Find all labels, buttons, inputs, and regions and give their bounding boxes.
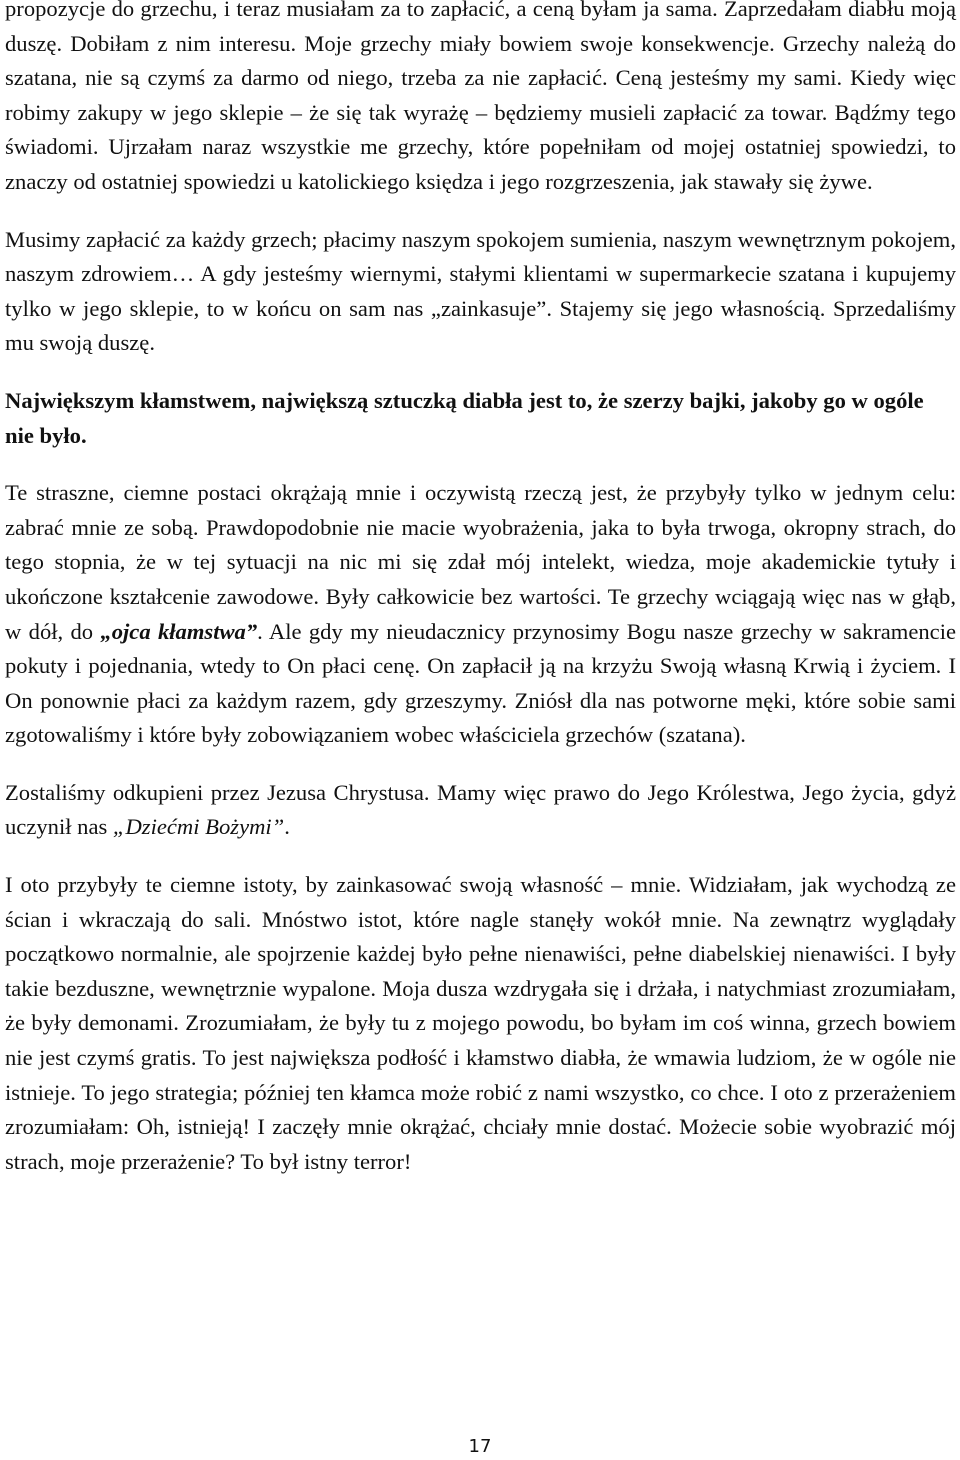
paragraph-3-text-b: . Ale gdy my nieudacznicy przynosimy Bogu nasze grzechy w sakramencie pokuty i pojednania, wtedy to On płaci cenę. On zapłacił ją na krzyżu Swoją własną Krwią i życiem. I On ponownie płaci za każdym razem, gdy grzeszymy. Zniósł dla nas potworne męki, które sobie sami zgotowaliśmy i które były zobowiązaniem wobec właściciela grzechów (szatana). — [5, 618, 957, 748]
emphasis-ojca-klamstwa: „ojca kłamstwa” — [100, 618, 258, 644]
paragraph-3 — [5, 476, 956, 753]
bold-statement: Największym kłamstwem, największą sztuczką diabła jest to, że szerzy bajki, jakoby go w ogóle nie było. — [5, 387, 924, 448]
paragraph-1: propozycje do grzechu, i teraz musiałam za to zapłacić, a ceną byłam ja sama. Zaprzedałam diabłu moją duszę. Dobiłam z nim interesu. Moje grzechy miały bowiem swoje konsekwencje. Grzechy należą do szatana, nie są czymś za darmo od niego, trzeba za nie zapłacić. Ceną jesteśmy my sami. Kiedy więc robimy zakupy w jego sklepie – że się tak wyrażę – będziemy musieli zapłacić za towar. Bądźmy tego świadomi. Ujrzałam naraz wszystkie me grzechy, które popełniłam od mojej ostatniej spowiedzi, to znaczy od ostatniej spowiedzi u katolickiego księdza i jego rozgrzeszenia, jak stawały się żywe. — [5, 0, 956, 194]
paragraph-4-text-b: . — [284, 814, 290, 840]
paragraph-5: I oto przybyły te ciemne istoty, by zainkasować swoją własność – mnie. Widziałam, jak wychodzą ze ścian i wkraczają do sali. Mnóstwo istot, które nagle stanęły wokół mnie. Na zewnątrz wyglądały początkowo normalnie, ale spojrzenie każdej było pełne nienawiści, pełne diabelskiej nienawiści. I były takie bezduszne, wewnętrznie wypalone. Moja dusza wzdrygała się i drżała, i natychmiast zrozumiałam, że były demonami. Zrozumiałam, że były tu z mojego powodu, bo byłam im coś winna, grzech bowiem nie jest czymś gratis. To jest największa podłość i kłamstwo diabła, że wmawia ludziom, że w ogóle nie istnieje. To jego strategia; później ten kłamca może robić z nami wszystko, co chce. I oto z przerażeniem zrozumiałam: Oh, istnieją! I zaczęły mnie okrążać, chciały mnie dostać. Możecie sobie wyobrazić mój strach, moje przerażenie? To był istny terror! — [5, 872, 956, 1174]
document-page — [5, 0, 956, 1460]
paragraph-3-text-a: Te straszne, ciemne postaci okrążają mnie i oczywistą rzeczą jest, że przybyły tylko w jednym celu: zabrać mnie ze sobą. Prawdopodobnie nie macie wyobrażenia, jaka to była trwoga, okropny strach, do tego stopnia, że w tej sytuacji na nic mi się zdał mój intelekt, wiedza, moje akademickie tytuły i ukończone kształcenie zawodowe. Były całkowicie bez wartości. Te grzechy wciągają więc nas w głąb, w dół, do — [5, 480, 956, 644]
emphasis-dziecmi-bozymi: „Dziećmi Bożymi” — [112, 814, 285, 840]
paragraph-4 — [5, 776, 956, 845]
paragraph-4-text-a: Zostaliśmy odkupieni przez Jezusa Chrystusa. Mamy więc prawo do Jego Królestwa, Jego życia, gdyż uczynił nas — [5, 779, 956, 840]
paragraph-2: Musimy zapłacić za każdy grzech; płacimy naszym spokojem sumienia, naszym wewnętrznym pokojem, naszym zdrowiem… A gdy jesteśmy wiernymi, stałymi klientami w supermarkecie szatana i kupujemy tylko w jego sklepie, to w końcu on sam nas „zainkasuje”. Stajemy się jego własnością. Sprzedaliśmy mu swoją duszę. — [5, 226, 956, 356]
page-number: 17 — [468, 1436, 492, 1457]
